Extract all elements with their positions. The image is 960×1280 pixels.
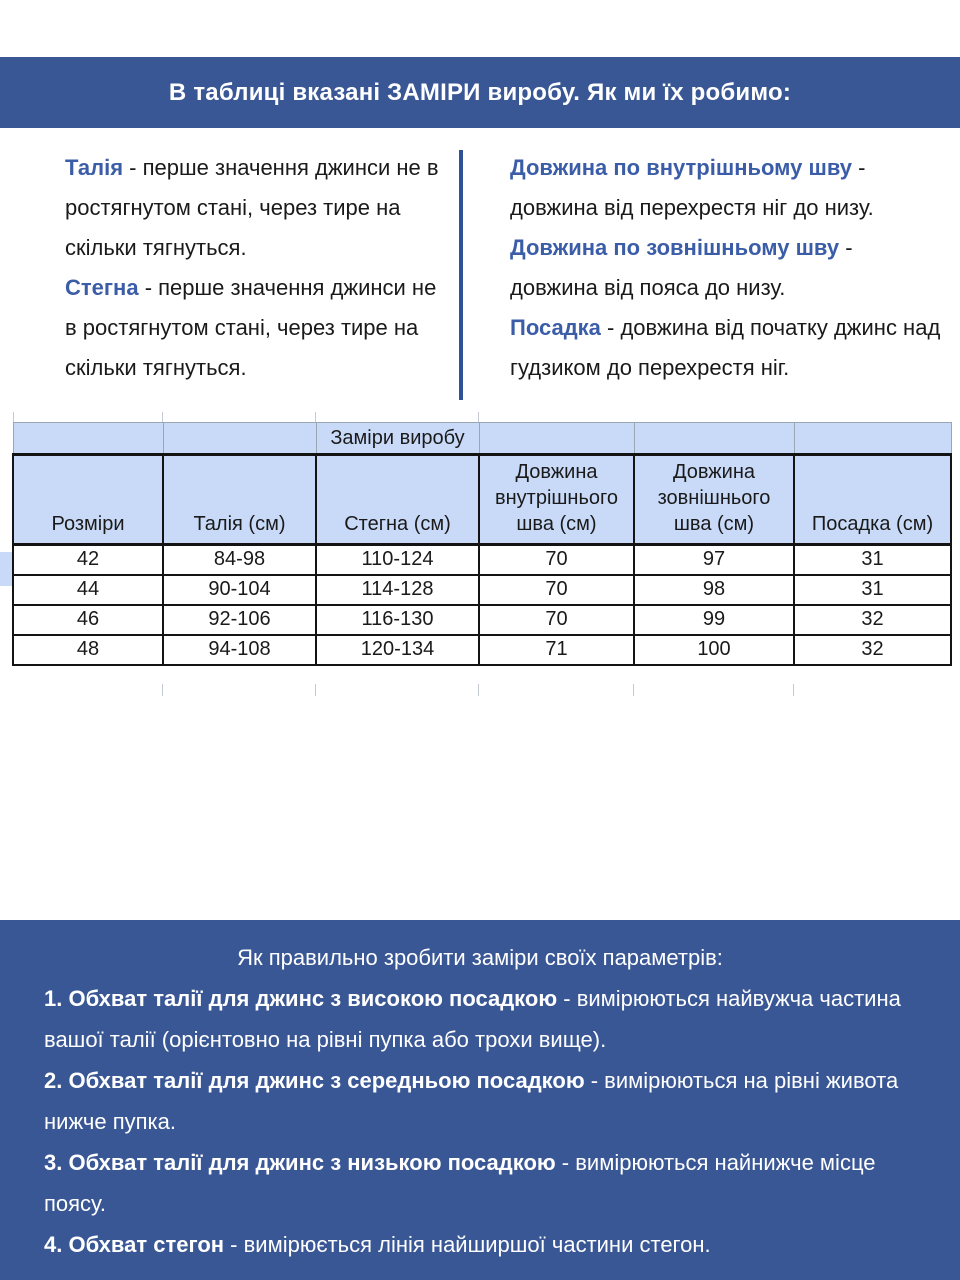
caption-cell	[634, 423, 794, 455]
table-row	[13, 635, 951, 665]
size-table	[12, 422, 952, 666]
header-banner	[0, 57, 960, 128]
gridline-stub	[162, 412, 163, 422]
caption-cell	[163, 423, 316, 455]
column-header-inseam: Довжина внутрішнього шва (см)	[479, 455, 634, 545]
cell-waist: 92-106	[163, 605, 316, 635]
cell-inseam: 71	[479, 635, 634, 665]
cell-size: 46	[13, 605, 163, 635]
gridline-stub	[162, 684, 163, 696]
definition-term: Довжина по внутрішньому шву	[510, 155, 853, 180]
cell-hips: 120-134	[316, 635, 479, 665]
definition-rise	[510, 308, 946, 388]
cell-hips: 116-130	[316, 605, 479, 635]
definition-text: - довжина від пояса до низу.	[510, 235, 853, 300]
definition-term: Посадка	[510, 315, 601, 340]
cell-size: 44	[13, 575, 163, 605]
definition-term: Довжина по зовнішньому шву	[510, 235, 840, 260]
cell-waist: 90-104	[163, 575, 316, 605]
cell-hips: 110-124	[316, 545, 479, 575]
footer-heading: Як правильно зробити заміри своїх параметрів:	[237, 945, 723, 970]
definitions-section	[0, 148, 960, 408]
definition-term: Талія	[65, 155, 124, 180]
definition-text: - довжина від початку джинс над гудзиком до перехрестя ніг.	[510, 315, 941, 380]
gridline-stub	[13, 412, 14, 422]
table-header-row	[13, 455, 951, 545]
cell-outseam: 98	[634, 575, 794, 605]
column-header-outseam: Довжина зовнішнього шва (см)	[634, 455, 794, 545]
cell-inseam: 70	[479, 605, 634, 635]
cell-inseam: 70	[479, 545, 634, 575]
gridline-stub	[478, 684, 479, 696]
cell-rise: 32	[794, 635, 951, 665]
instruction-lead: 4. Обхват стегон	[44, 1232, 225, 1257]
cell-rise: 32	[794, 605, 951, 635]
cell-waist: 84-98	[163, 545, 316, 575]
gridline-stub	[315, 684, 316, 696]
cell-size: 42	[13, 545, 163, 575]
spreadsheet-row-notch	[0, 552, 12, 586]
gridline-stub	[315, 412, 316, 422]
cell-rise: 31	[794, 575, 951, 605]
cell-rise: 31	[794, 545, 951, 575]
definition-term: Стегна	[65, 275, 139, 300]
instruction-text: - вимірюються на рівні живота нижче пупка.	[44, 1068, 899, 1134]
instruction-text: - вимірюються найнижче місце поясу.	[44, 1150, 876, 1216]
table-row	[13, 605, 951, 635]
definition-text: - перше значення джинси не в ростягнутом стані, через тире на скільки тягнуться.	[65, 275, 437, 380]
definition-stegna	[65, 268, 441, 388]
instruction-text: - вимірюються найвужча частина вашої талії (орієнтовно на рівні пупка або трохи вище).	[44, 986, 901, 1052]
caption-cell	[479, 423, 634, 455]
cell-waist: 94-108	[163, 635, 316, 665]
column-divider-line	[459, 150, 463, 400]
cell-hips: 114-128	[316, 575, 479, 605]
column-header-hips: Стегна (см)	[316, 455, 479, 545]
definitions-left-column	[65, 148, 441, 388]
definition-outseam	[510, 228, 946, 308]
table-caption: Заміри виробу	[316, 423, 479, 455]
column-header-sizes: Розміри	[13, 455, 163, 545]
table-caption-row	[13, 423, 951, 455]
caption-cell	[794, 423, 951, 455]
instruction-lead: 3. Обхват талії для джинс з низькою посадкою	[44, 1150, 556, 1175]
caption-cell	[13, 423, 163, 455]
instruction-item-2	[44, 1060, 916, 1142]
gridline-stub	[478, 412, 479, 422]
cell-outseam: 97	[634, 545, 794, 575]
instruction-text: - вимірюється лінія найширшої частини стегон.	[224, 1232, 711, 1257]
cell-inseam: 70	[479, 575, 634, 605]
instruction-lead: 1. Обхват талії для джинс з високою посадкою	[44, 986, 558, 1011]
banner-title: В таблиці вказані ЗАМІРИ виробу. Як ми їх робимо:	[168, 78, 792, 106]
cell-size: 48	[13, 635, 163, 665]
cell-outseam: 99	[634, 605, 794, 635]
gridline-stub	[793, 684, 794, 696]
column-header-waist: Талія (см)	[163, 455, 316, 545]
gridline-stub	[633, 684, 634, 696]
definition-text: - довжина від перехрестя ніг до низу.	[510, 155, 874, 220]
table-row	[13, 545, 951, 575]
footer-inner	[0, 920, 960, 1265]
definition-talia	[65, 148, 441, 268]
instruction-item-4	[44, 1224, 916, 1265]
table-row	[13, 575, 951, 605]
instruction-item-1	[44, 978, 916, 1060]
footer-instructions	[0, 920, 960, 1280]
cell-outseam: 100	[634, 635, 794, 665]
definition-text: - перше значення джинси не в ростягнутом стані, через тире на скільки тягнуться.	[65, 155, 439, 260]
column-header-rise: Посадка (см)	[794, 455, 951, 545]
instruction-lead: 2. Обхват талії для джинс з середньою посадкою	[44, 1068, 585, 1093]
definition-inseam	[510, 148, 946, 228]
definitions-right-column	[510, 148, 946, 388]
instruction-item-3	[44, 1142, 916, 1224]
